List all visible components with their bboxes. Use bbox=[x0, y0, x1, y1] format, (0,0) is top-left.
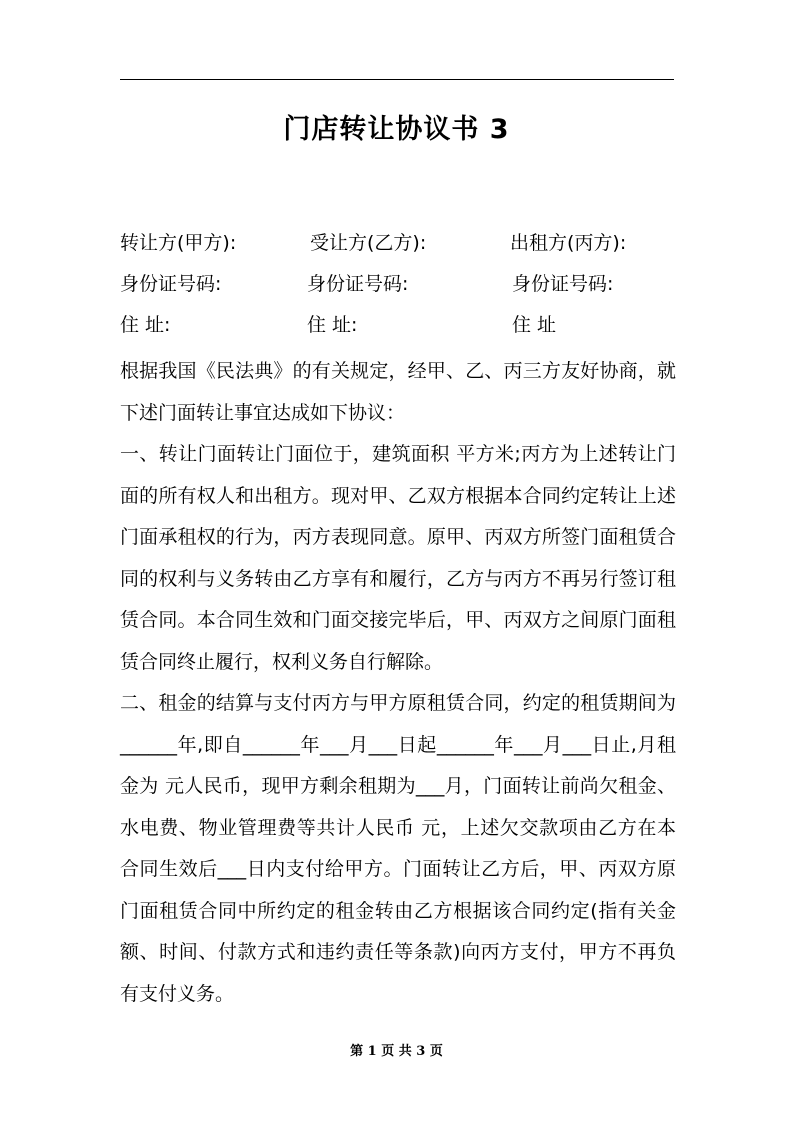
party-a-label: 转让方(甲方): bbox=[120, 232, 237, 254]
party-c-address-label: 住 址 bbox=[512, 314, 557, 336]
agreement-body bbox=[120, 351, 676, 1015]
party-b-label: 受让方(乙方): bbox=[310, 232, 427, 254]
clause-2-paragraph: 二、租金的结算与支付丙方与甲方原租赁合同，约定的租赁期间为______年,即自______年___月___日起______年___月___日止,月租金为 元人民币，现甲方剩余租期为___月，门面转让前尚欠租金、水电费、物业管理费等共计人民币 元，上述欠交款项由乙方在本合同生效后___日内支付给甲方。门面转让乙方后，甲、丙双方原门面租赁合同中所约定的租金转由乙方根据该合同约定(指有关金额、时间、付款方式和违约责任等条款)向丙方支付，甲方不再负有支付义务。 bbox=[120, 692, 676, 1005]
document-title: 门店转让协议书 3 bbox=[283, 114, 510, 145]
party-a-id-label: 身份证号码: bbox=[120, 273, 222, 295]
party-c-id-label: 身份证号码: bbox=[512, 273, 614, 295]
party-a-address-label: 住 址: bbox=[120, 314, 171, 336]
party-b-address-label: 住 址: bbox=[307, 314, 358, 336]
party-b-id-label: 身份证号码: bbox=[307, 273, 409, 295]
header-rule bbox=[120, 79, 674, 80]
clause-1-paragraph: 一、转让门面转让门面位于，建筑面积 平方米;丙方为上述转让门面的所有权人和出租方。现对甲、乙双方根据本合同约定转让上述门面承租权的行为，丙方表现同意。原甲、丙双方所签门面租赁合同的权利与义务转由乙方享有和履行，乙方与丙方不再另行签订租赁合同。本合同生效和门面交接完毕后，甲、丙双方之间原门面租赁合同终止履行，权利义务自行解除。 bbox=[120, 443, 676, 673]
page-number-footer: 第 1 页 共 3 页 bbox=[350, 1044, 443, 1059]
preamble-paragraph: 根据我国《民法典》的有关规定，经甲、乙、丙三方友好协商，就下述门面转让事宜达成如下协议： bbox=[120, 360, 676, 424]
party-c-label: 出租方(丙方): bbox=[510, 232, 627, 254]
